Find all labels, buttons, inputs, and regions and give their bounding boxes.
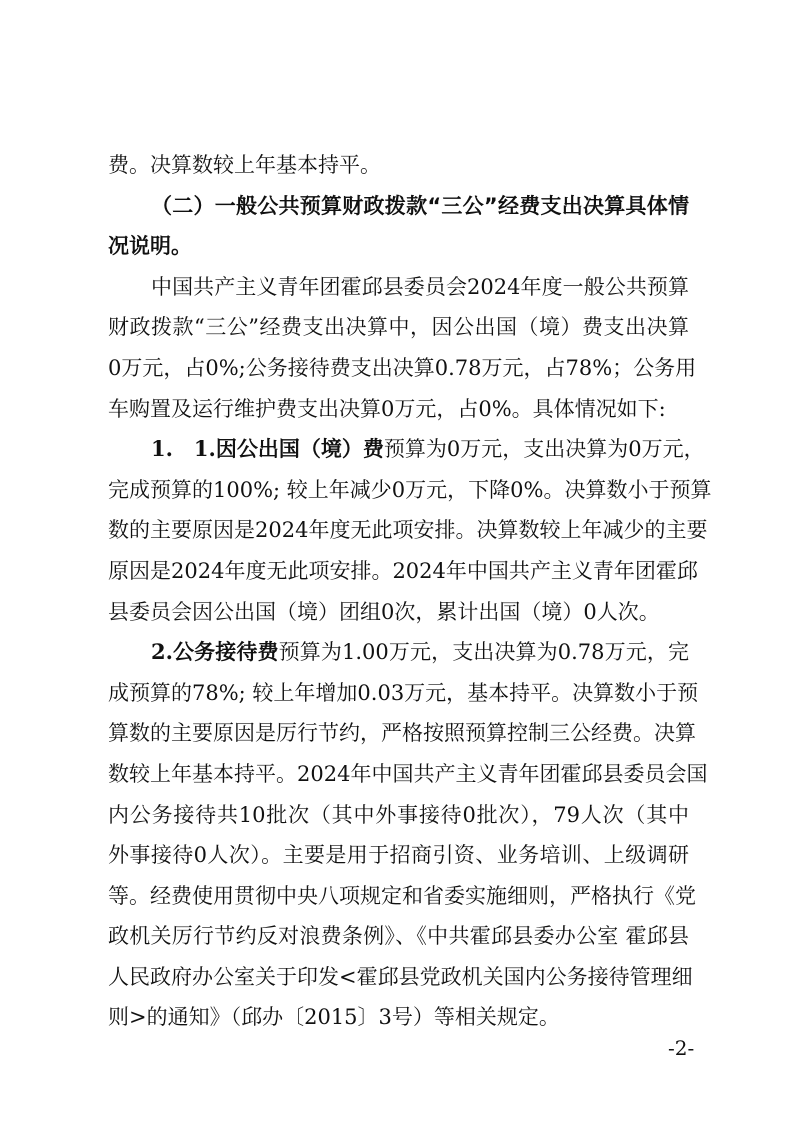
text-line	[108, 754, 708, 795]
text-line	[108, 470, 712, 511]
line-text: 算数的主要原因是厉行节约，严格按照预算控制三公经费。决算	[108, 721, 696, 746]
document-body	[108, 145, 712, 1038]
page-number: -2-	[668, 1036, 695, 1060]
text-line	[108, 551, 698, 592]
text-line	[108, 997, 689, 1038]
line-text: 数较上年基本持平。2024年中国共产主义青年团霍邱县委员会国	[108, 761, 708, 786]
text-line	[108, 592, 689, 633]
line-text: 内公务接待共10批次（其中外事接待0批次），79人次（其中	[108, 802, 689, 827]
bold-label: 1. 1.因公出国（境）费	[151, 436, 384, 462]
text-line	[108, 348, 697, 389]
text-line	[108, 145, 689, 186]
line-text: 政机关厉行节约反对浪费条例》、《中共霍邱县委办公室 霍邱县	[108, 924, 689, 949]
section-heading-line	[108, 186, 689, 227]
text-line	[108, 510, 708, 551]
line-text: 完成预算的100%; 较上年减少0万元，下降0%。决算数小于预算	[108, 477, 712, 502]
text-line	[108, 916, 689, 957]
text-line	[108, 835, 689, 876]
text-line	[108, 267, 689, 308]
text-line	[108, 632, 689, 673]
text-line	[108, 673, 699, 714]
bold-label: 2.公务接待费	[151, 639, 279, 665]
line-text: 人民政府办公室关于印发<霍邱县党政机关国内公务接待管理细	[108, 964, 693, 989]
line-text: 预算为1.00万元，支出决算为0.78万元，完	[278, 640, 689, 665]
text-line	[108, 429, 705, 470]
bold-label: 况说明。	[108, 234, 192, 259]
text-line	[108, 307, 689, 348]
text-line	[108, 876, 696, 917]
line-text: 外事接待0人次）。主要是用于招商引资、业务培训、上级调研	[108, 843, 689, 868]
section-heading-line	[108, 226, 689, 267]
line-text: 费。决算数较上年基本持平。	[108, 153, 381, 177]
line-text: 数的主要原因是2024年度无此项安排。决算数较上年减少的主要	[108, 518, 708, 543]
line-text: 0万元，占0%;公务接待费支出决算0.78万元，占78%；公务用	[108, 355, 697, 380]
line-text: 预算为0万元，支出决算为0万元，	[383, 437, 705, 462]
line-text: 县委员会因公出国（境）团组0次，累计出国（境）0人次。	[108, 599, 660, 624]
text-line	[108, 389, 689, 430]
line-text: 等。经费使用贯彻中央八项规定和省委实施细则，严格执行《党	[108, 883, 696, 908]
line-text: 则>的通知》（邱办〔2015〕3号）等相关规定。	[108, 1005, 560, 1030]
line-text: 原因是2024年度无此项安排。2024年中国共产主义青年团霍邱	[108, 558, 698, 583]
text-line	[108, 957, 693, 998]
text-line	[108, 713, 696, 754]
line-text: 财政拨款“三公”经费支出决算中，因公出国（境）费支出决算	[108, 315, 689, 340]
bold-label: （二）一般公共预算财政拨款“三公”经费支出决算具体情	[151, 193, 689, 218]
text-line	[108, 795, 689, 836]
line-text: 中国共产主义青年团霍邱县委员会2024年度一般公共预算	[151, 274, 689, 299]
line-text: 成预算的78%; 较上年增加0.03万元，基本持平。决算数小于预	[108, 680, 699, 705]
line-text: 车购置及运行维护费支出决算0万元，占0%。具体情况如下:	[108, 396, 666, 421]
